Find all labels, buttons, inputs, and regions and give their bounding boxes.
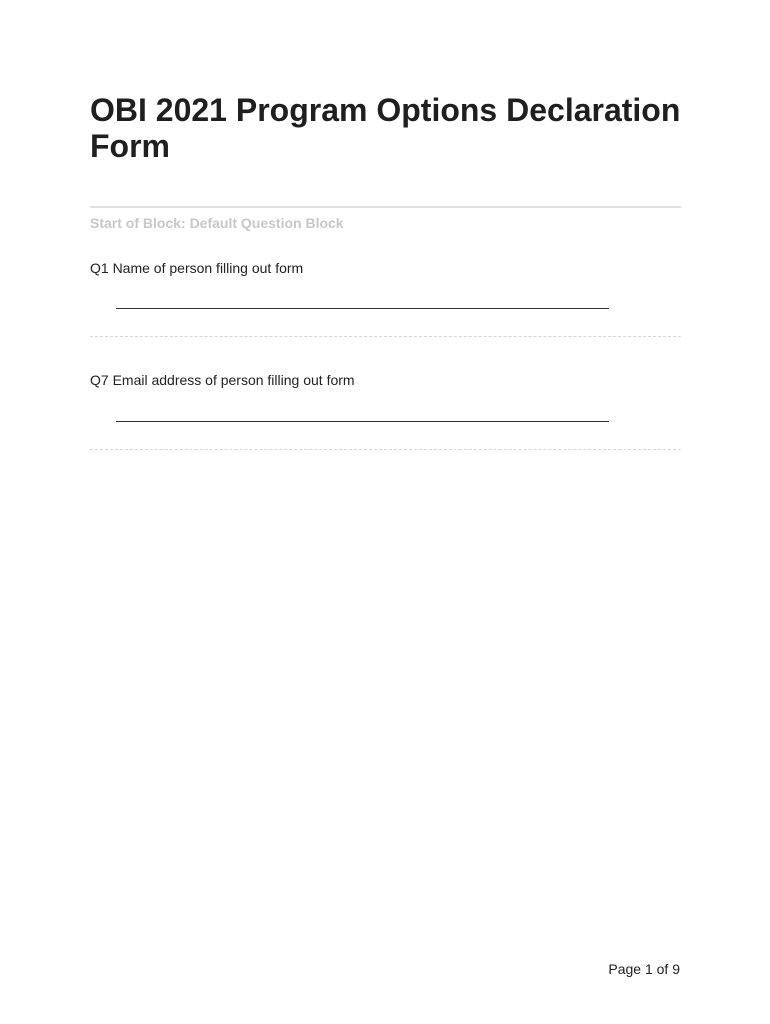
page-title: OBI 2021 Program Options Declaration Form xyxy=(90,92,681,164)
question-q1-label: Q1 Name of person filling out form xyxy=(90,260,304,276)
question-separator xyxy=(90,336,681,337)
page-number: Page 1 of 9 xyxy=(608,961,680,977)
question-q7-label: Q7 Email address of person filling out form xyxy=(90,372,355,388)
block-divider xyxy=(90,206,681,208)
block-start-label: Start of Block: Default Question Block xyxy=(90,215,344,231)
question-separator xyxy=(90,449,681,450)
question-q1-answer-line[interactable] xyxy=(116,308,609,309)
question-q7-answer-line[interactable] xyxy=(116,421,609,422)
